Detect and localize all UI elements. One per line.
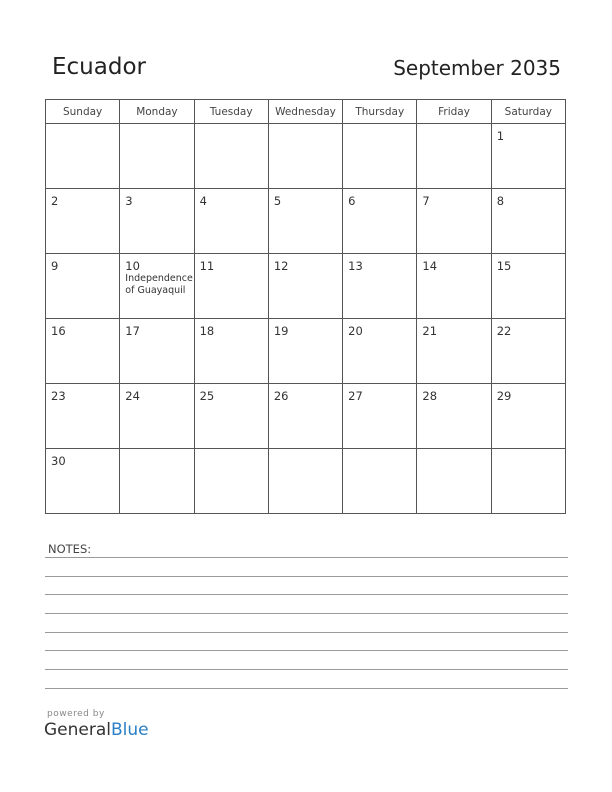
day-cell bbox=[268, 124, 342, 189]
day-number: 27 bbox=[348, 389, 363, 403]
day-number: 14 bbox=[422, 259, 438, 273]
day-number: 29 bbox=[496, 389, 512, 403]
note-line bbox=[45, 576, 568, 577]
note-line bbox=[45, 557, 568, 558]
day-number: 3 bbox=[125, 194, 133, 208]
note-line bbox=[45, 669, 568, 670]
day-cell bbox=[491, 124, 565, 189]
day-cell bbox=[120, 189, 194, 254]
day-number: 21 bbox=[422, 324, 438, 338]
week-row bbox=[46, 189, 566, 254]
day-cell bbox=[343, 254, 417, 319]
note-line bbox=[45, 613, 568, 614]
day-number: 6 bbox=[348, 194, 356, 208]
day-cell bbox=[194, 124, 268, 189]
day-cell bbox=[417, 124, 491, 189]
day-number: 18 bbox=[199, 324, 215, 338]
day-cell bbox=[46, 449, 120, 514]
day-cell bbox=[343, 124, 417, 189]
day-cell bbox=[343, 189, 417, 254]
weekday-saturday: Saturday bbox=[491, 100, 565, 124]
day-cell bbox=[268, 449, 342, 514]
day-number: 8 bbox=[496, 194, 505, 208]
day-number: 17 bbox=[125, 324, 140, 338]
day-number: 11 bbox=[199, 259, 215, 273]
day-cell bbox=[46, 189, 120, 254]
week-row bbox=[46, 124, 566, 189]
weekday-thursday: Thursday bbox=[343, 100, 417, 124]
week-row bbox=[46, 254, 566, 319]
day-cell bbox=[120, 384, 194, 449]
day-cell bbox=[46, 254, 120, 319]
day-number: 20 bbox=[348, 324, 363, 338]
day-number: 4 bbox=[199, 194, 207, 208]
day-cell bbox=[120, 254, 194, 319]
day-cell bbox=[417, 449, 491, 514]
day-cell bbox=[120, 319, 194, 384]
day-cell bbox=[46, 319, 120, 384]
day-number: 1 bbox=[496, 129, 505, 143]
holiday-label: Independence of Guayaquil bbox=[125, 273, 193, 296]
week-row bbox=[46, 449, 566, 514]
day-cell bbox=[491, 189, 565, 254]
day-number: 15 bbox=[496, 259, 512, 273]
day-cell bbox=[491, 384, 565, 449]
note-line bbox=[45, 632, 568, 633]
brand-name-blue: Blue bbox=[111, 720, 149, 740]
day-cell bbox=[46, 124, 120, 189]
day-number: 22 bbox=[496, 324, 512, 338]
weekday-monday: Monday bbox=[120, 100, 194, 124]
day-cell bbox=[194, 189, 268, 254]
day-cell bbox=[194, 449, 268, 514]
weekday-tuesday: Tuesday bbox=[194, 100, 268, 124]
day-cell bbox=[120, 124, 194, 189]
note-line bbox=[45, 594, 568, 595]
country-title: Ecuador bbox=[52, 54, 146, 80]
day-cell bbox=[343, 449, 417, 514]
day-number: 26 bbox=[273, 389, 289, 403]
weekday-wednesday: Wednesday bbox=[268, 100, 342, 124]
week-row bbox=[46, 384, 566, 449]
day-cell bbox=[491, 319, 565, 384]
weekday-sunday: Sunday bbox=[46, 100, 120, 124]
day-number: 10 bbox=[125, 259, 140, 273]
note-line bbox=[45, 650, 568, 651]
day-number: 13 bbox=[348, 259, 363, 273]
day-cell bbox=[120, 449, 194, 514]
day-number: 23 bbox=[51, 389, 66, 403]
day-number: 24 bbox=[125, 389, 140, 403]
day-cell bbox=[268, 319, 342, 384]
brand-logo bbox=[44, 720, 149, 740]
day-cell bbox=[417, 384, 491, 449]
day-cell bbox=[194, 254, 268, 319]
day-cell bbox=[268, 254, 342, 319]
calendar-grid bbox=[45, 99, 566, 514]
day-number: 12 bbox=[273, 259, 289, 273]
weekday-header-row bbox=[46, 100, 566, 124]
day-number: 28 bbox=[422, 389, 438, 403]
day-cell bbox=[46, 384, 120, 449]
week-row bbox=[46, 319, 566, 384]
day-cell bbox=[194, 384, 268, 449]
day-cell bbox=[491, 254, 565, 319]
day-cell bbox=[417, 319, 491, 384]
day-number: 25 bbox=[199, 389, 215, 403]
day-number: 5 bbox=[273, 194, 282, 208]
day-number: 9 bbox=[51, 259, 59, 273]
day-cell bbox=[491, 449, 565, 514]
day-cell bbox=[194, 319, 268, 384]
weekday-friday: Friday bbox=[417, 100, 491, 124]
day-cell bbox=[417, 254, 491, 319]
powered-by-text: powered by bbox=[47, 709, 105, 719]
day-number: 19 bbox=[273, 324, 289, 338]
notes-label: NOTES: bbox=[48, 542, 92, 556]
day-cell bbox=[268, 384, 342, 449]
note-line bbox=[45, 688, 568, 689]
day-cell bbox=[343, 384, 417, 449]
month-year-title: September 2035 bbox=[393, 56, 561, 80]
day-number: 16 bbox=[51, 324, 66, 338]
brand-name-general: General bbox=[44, 720, 111, 740]
day-cell bbox=[268, 189, 342, 254]
day-number: 7 bbox=[422, 194, 430, 208]
day-number: 2 bbox=[51, 194, 59, 208]
day-cell bbox=[417, 189, 491, 254]
day-cell bbox=[343, 319, 417, 384]
day-number: 30 bbox=[51, 454, 66, 468]
